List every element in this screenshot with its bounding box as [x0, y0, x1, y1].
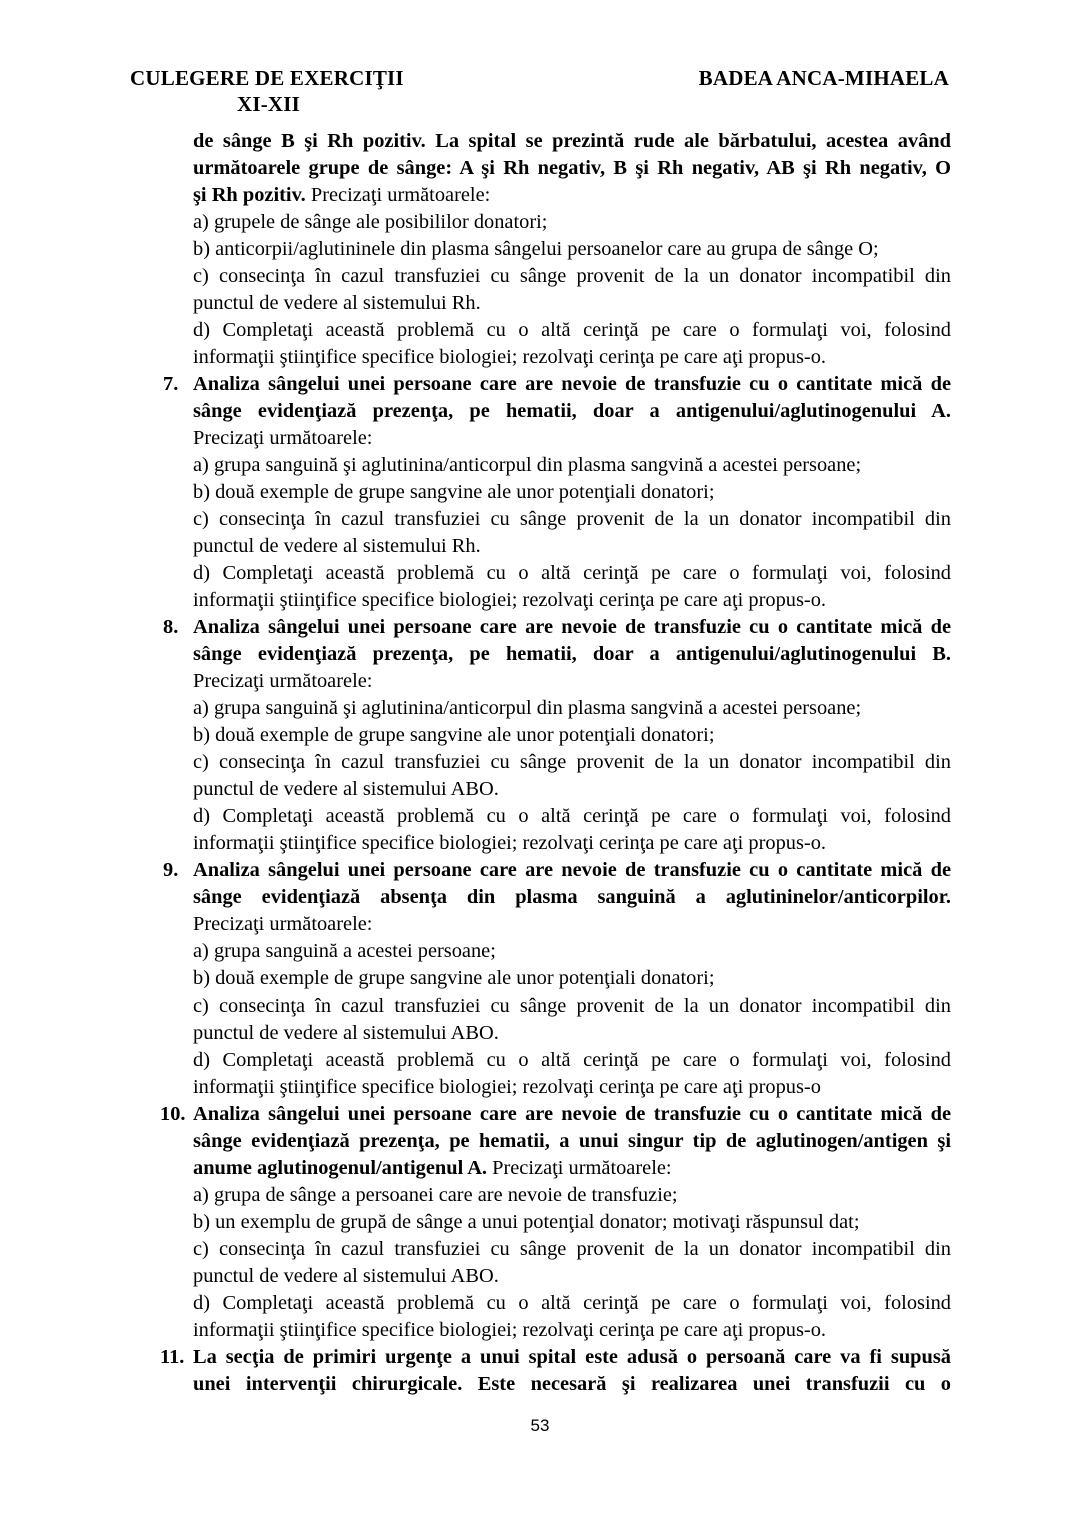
text: d) Completaţi această problemă cu o altă cerinţă pe care o formulaţi voi, folosind: [193, 319, 951, 342]
bold-text: Analiza sângelui unei persoane care are nevoie de transfuzie cu o cantitate mică de: [193, 616, 951, 639]
text-line: [193, 1236, 951, 1263]
header-grade: XI-XII: [237, 92, 301, 116]
text: punctul de vedere al sistemului ABO.: [193, 778, 499, 801]
text-line: [193, 803, 951, 830]
text: c) consecinţa în cazul transfuziei cu sânge provenit de la un donator incompatibil din: [193, 994, 951, 1017]
text: b) două exemple de grupe sangvine ale unor potenţiali donatori;: [193, 724, 715, 747]
text: d) Completaţi această problemă cu o altă cerinţă pe care o formulaţi voi, folosind: [193, 562, 951, 585]
text: Precizaţi următoarele:: [305, 184, 491, 207]
text: a) grupa sanguină şi aglutinina/anticorpul din plasma sangvină a acestei persoane;: [193, 454, 862, 477]
text: b) anticorpii/aglutininele din plasma sângelui persoanelor care au grupa de sânge O;: [193, 238, 879, 261]
text-line: [193, 965, 951, 992]
exercise-number: 10.: [160, 1102, 186, 1125]
text: Precizaţi următoarele:: [193, 913, 373, 936]
exercise-number: 7.: [163, 373, 179, 396]
text: c) consecinţa în cazul transfuziei cu sânge provenit de la un donator incompatibil din: [193, 1237, 951, 1260]
text-line: [193, 1209, 951, 1236]
text-line: [193, 533, 951, 560]
text-line: [193, 911, 951, 938]
text-line: [193, 560, 951, 587]
text-line: [193, 128, 951, 155]
text-line: [163, 857, 951, 884]
header-book-title: CULEGERE DE EXERCIŢII: [130, 66, 404, 90]
text-line: [193, 641, 951, 668]
text: a) grupa de sânge a persoanei care are nevoie de transfuzie;: [193, 1183, 678, 1206]
text-line: [193, 209, 951, 236]
exercise-8: [163, 614, 951, 857]
text-line: [193, 668, 951, 695]
bold-text: şi Rh pozitiv.: [193, 184, 306, 207]
text: b) două exemple de grupe sangvine ale unor potenţiali donatori;: [193, 481, 715, 504]
bold-text: Analiza sângelui unei persoane care are nevoie de transfuzie cu o cantitate mică de: [193, 859, 951, 882]
exercise-number: 9.: [163, 859, 179, 882]
text-line: [160, 1344, 951, 1371]
bold-text: sânge evidenţiază prezenţa, pe hematii, doar a antigenului/aglutinogenului A.: [193, 400, 951, 423]
text: informaţii ştiinţifice specifice biologiei; rezolvaţi cerinţa pe care aţi propus-o.: [193, 832, 826, 855]
bold-text: Analiza sângelui unei persoane care are nevoie de transfuzie cu o cantitate mică de: [193, 1102, 951, 1125]
text: b) un exemplu de grupă de sânge a unui potenţial donator; motivaţi răspunsul dat;: [193, 1210, 860, 1233]
text: punctul de vedere al sistemului Rh.: [193, 292, 481, 315]
text: c) consecinţa în cazul transfuziei cu sânge provenit de la un donator incompatibil din: [193, 751, 951, 774]
exercise-9: [163, 857, 951, 1100]
text: Precizaţi următoarele:: [487, 1156, 672, 1179]
exercise-continuation: [193, 128, 951, 371]
exercise-7: [163, 371, 951, 614]
text-line: [163, 371, 951, 398]
text: informaţii ştiinţifice specifice biologiei; rezolvaţi cerinţa pe care aţi propus-o.: [193, 589, 826, 612]
text: punctul de vedere al sistemului ABO.: [193, 1264, 499, 1287]
text-line: [193, 884, 951, 911]
text-line: [193, 506, 951, 533]
exercise-number: 11.: [160, 1345, 185, 1368]
bold-text: sânge evidenţiază prezenţa, pe hematii, a unui singur tip de aglutinogen/antigen şi: [193, 1129, 951, 1152]
text-line: [193, 749, 951, 776]
bold-text: următoarele grupe de sânge: A şi Rh negativ, B şi Rh negativ, AB şi Rh negativ, O: [193, 157, 951, 180]
text-line: [193, 1182, 951, 1209]
text: c) consecinţa în cazul transfuziei cu sânge provenit de la un donator incompatibil din: [193, 508, 951, 531]
text: a) grupele de sânge ale posibililor donatori;: [193, 211, 548, 234]
text-line: [193, 1047, 951, 1074]
text-line: [193, 452, 951, 479]
text-line: [193, 722, 951, 749]
text: informaţii ştiinţifice specifice biologiei; rezolvaţi cerinţa pe care aţi propus-o: [193, 1075, 821, 1098]
exercise-11: [160, 1344, 951, 1398]
text: punctul de vedere al sistemului ABO.: [193, 1021, 499, 1044]
text: a) grupa sanguină a acestei persoane;: [193, 940, 496, 963]
text-line: [163, 614, 951, 641]
text-line: [193, 1128, 951, 1155]
text-line: [193, 1263, 951, 1290]
text: d) Completaţi această problemă cu o altă cerinţă pe care o formulaţi voi, folosind: [193, 1291, 951, 1314]
bold-text: unei intervenţii chirurgicale. Este necesară şi realizarea unei transfuzii cu o: [193, 1372, 951, 1395]
exercise-number: 8.: [163, 616, 179, 639]
page-number: 53: [530, 1416, 550, 1435]
bold-text: Analiza sângelui unei persoane care are nevoie de transfuzie cu o cantitate mică de: [193, 373, 951, 396]
text: Precizaţi următoarele:: [193, 670, 373, 693]
text-line: [193, 1317, 951, 1344]
header-author: BADEA ANCA-MIHAELA: [698, 66, 949, 90]
text-line: [193, 776, 951, 803]
text: d) Completaţi această problemă cu o altă cerinţă pe care o formulaţi voi, folosind: [193, 805, 951, 828]
text-line: [193, 398, 951, 425]
text-line: [193, 1074, 951, 1101]
text-line: [193, 290, 951, 317]
text-line: [193, 1371, 951, 1398]
text-line: [193, 263, 951, 290]
text: d) Completaţi această problemă cu o altă cerinţă pe care o formulaţi voi, folosind: [193, 1048, 951, 1071]
text-line: [193, 695, 951, 722]
text-line: [193, 479, 951, 506]
text-line: [193, 938, 951, 965]
text-line: [160, 1101, 951, 1128]
text-line: [193, 317, 951, 344]
text-line: [193, 1020, 951, 1047]
bold-text: sânge evidenţiază absenţa din plasma sanguină a aglutininelor/anticorpilor.: [193, 886, 951, 909]
bold-text: anume aglutinogenul/antigenul A.: [193, 1156, 488, 1179]
text: punctul de vedere al sistemului Rh.: [193, 535, 481, 558]
text: Precizaţi următoarele:: [193, 427, 373, 450]
text-line: [193, 236, 951, 263]
text: informaţii ştiinţifice specifice biologiei; rezolvaţi cerinţa pe care aţi propus-o.: [193, 346, 826, 369]
text-line: [193, 1155, 951, 1182]
text-line: [193, 344, 951, 371]
text: a) grupa sanguină şi aglutinina/anticorpul din plasma sangvină a acestei persoane;: [193, 697, 862, 720]
text-line: [193, 587, 951, 614]
text: c) consecinţa în cazul transfuziei cu sânge provenit de la un donator incompatibil din: [193, 265, 951, 288]
text: informaţii ştiinţifice specifice biologiei; rezolvaţi cerinţa pe care aţi propus-o.: [193, 1318, 826, 1341]
text-line: [193, 1290, 951, 1317]
text: b) două exemple de grupe sangvine ale unor potenţiali donatori;: [193, 967, 715, 990]
exercise-list: [160, 128, 951, 1398]
bold-text: La secţia de primiri urgenţe a unui spital este adusă o persoană care va fi supusă: [193, 1345, 951, 1368]
bold-text: de sânge B şi Rh pozitiv. La spital se prezintă rude ale bărbatului, acestea având: [193, 130, 951, 152]
bold-text: sânge evidenţiază prezenţa, pe hematii, doar a antigenului/aglutinogenului B.: [193, 643, 951, 666]
text-line: [193, 155, 951, 182]
exercise-10: [160, 1101, 951, 1344]
text-line: [193, 182, 951, 209]
text-line: [193, 993, 951, 1020]
text-line: [193, 425, 951, 452]
text-line: [193, 830, 951, 857]
